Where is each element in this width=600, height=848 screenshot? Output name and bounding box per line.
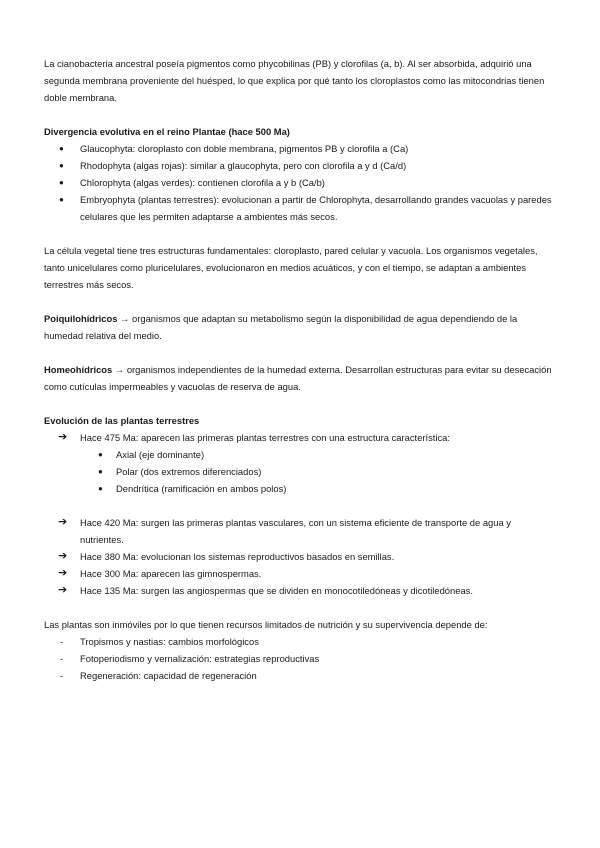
arrow-bullet-icon: ➔ — [58, 431, 68, 443]
arrow-bullet-icon: ➔ — [58, 584, 68, 596]
list-item: - Tropismos y nastias: cambios morfológicos — [44, 633, 556, 650]
poiquilohidricos-definition: organismos que adaptan su metabolismo según la disponibilidad de agua dependiendo de la humedad relativa del medio. — [44, 313, 518, 341]
list-item: ➔ Hace 300 Ma: aparecen las gimnospermas. — [44, 565, 556, 582]
evolution-list — [44, 429, 556, 446]
immobile-paragraph: Las plantas son inmóviles por lo que tienen recursos limitados de nutrición y su supervivencia depende de: — [44, 619, 488, 630]
arrow-bullet-icon: ➔ — [58, 516, 68, 528]
list-item: ● Chlorophyta (algas verdes): contienen clorofila a y b (Ca/b) — [44, 174, 556, 191]
list-item: - Regeneración: capacidad de regeneración — [44, 667, 556, 684]
evolution-list-continued — [44, 514, 556, 599]
poiquilohidricos-term: Poiquilohídricos — [44, 313, 118, 324]
poiquilohidricos-paragraph — [44, 310, 556, 344]
structure-list — [44, 446, 556, 497]
list-item: ➔ Hace 380 Ma: evolucionan los sistemas reproductivos basados en semillas. — [44, 548, 556, 565]
arrow-symbol: → — [112, 364, 127, 375]
plant-cell-paragraph: La célula vegetal tiene tres estructuras fundamentales: cloroplasto, pared celular y vacuola. Los organismos vegetales, tanto unicelulares como pluricelulares, evolucionaron en medios acuáticos, y con el tiempo, se adaptan a ambientes terrestres más secos. — [44, 245, 538, 290]
divergence-heading: Divergencia evolutiva en el reino Plantae (hace 500 Ma) — [44, 126, 290, 137]
list-item: ➔ Hace 135 Ma: surgen las angiospermas que se dividen en monocotiledóneas y dicotiledóneas. — [44, 582, 556, 599]
homeohidricos-term: Homeohídricos — [44, 364, 113, 375]
list-item: ● Dendrítica (ramificación en ambos polos) — [44, 480, 556, 497]
list-item: ● Rhodophyta (algas rojas): similar a glaucophyta, pero con clorofila a y d (Ca/d) — [44, 157, 556, 174]
arrow-bullet-icon: ➔ — [58, 550, 68, 562]
list-item: ➔ Hace 475 Ma: aparecen las primeras plantas terrestres con una estructura característica: — [44, 429, 556, 446]
evolution-heading: Evolución de las plantas terrestres — [44, 415, 200, 426]
list-item: ● Embryophyta (plantas terrestres): evolucionan a partir de Chlorophyta, desarrollando grandes vacuolas y paredes celulares que les permiten adaptarse a ambientes más secos. — [44, 191, 556, 225]
list-item: - Fotoperiodismo y vernalización: estrategias reproductivas — [44, 650, 556, 667]
divergence-list — [44, 140, 556, 225]
arrow-bullet-icon: ➔ — [58, 567, 68, 579]
list-item: ● Glaucophyta: cloroplasto con doble membrana, pigmentos PB y clorofila a (Ca) — [44, 140, 556, 157]
homeohidricos-paragraph — [44, 361, 556, 395]
arrow-symbol: → — [117, 313, 133, 324]
list-item: ➔ Hace 420 Ma: surgen las primeras plantas vasculares, con un sistema eficiente de transporte de agua y nutrientes. — [58, 516, 511, 545]
intro-paragraph: La cianobacteria ancestral poseía pigmentos como phycobilinas (PB) y clorofilas (a, b). Al ser absorbida, adquirió una segunda membrana proveniente del huésped, lo que explica por qué tanto los cloroplastos como las mitocondrias tienen doble membrana. — [44, 58, 545, 103]
dependency-list — [44, 633, 556, 684]
document-body — [44, 55, 556, 684]
list-item: ● Polar (dos extremos diferenciados) — [44, 463, 556, 480]
list-item: ● Axial (eje dominante) — [44, 446, 556, 463]
homeohidricos-definition: organismos independientes de la humedad externa. Desarrollan estructuras para evitar su desecación como cutículas impermeables y vacuolas de reserva de agua. — [44, 364, 552, 392]
